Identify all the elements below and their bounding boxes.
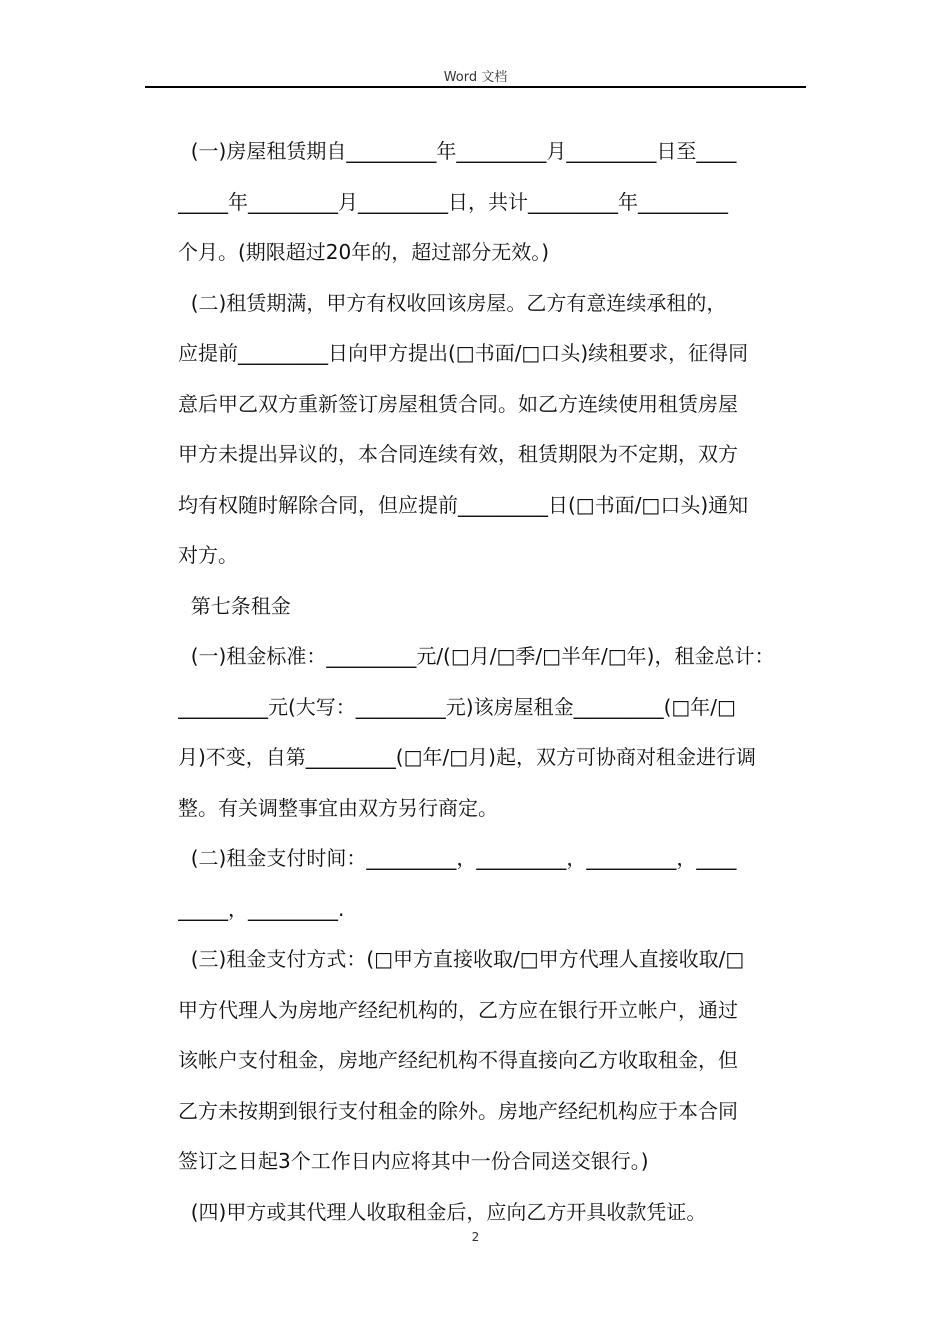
page-number: 2 [471, 1230, 480, 1244]
text-line: 对方。 [178, 543, 238, 567]
text-line: 甲方未提出异议的，本合同连续有效，租赁期限为不定期，双方 [178, 442, 738, 466]
text-line: _____年_________月_________日，共计_________年_________ [178, 189, 728, 214]
text-line: 均有权随时解除合同，但应提前_________日(□书面/□口头)通知 [178, 492, 749, 517]
text-line: (三)租金支付方式：(□甲方直接收取/□甲方代理人直接收取/□ [178, 947, 745, 971]
text-line: (一)租金标准：_________元/(□月/□季/□半年/□年)，租金总计： [178, 644, 775, 668]
text-line: 意后甲乙双方重新签订房屋租赁合同。如乙方连续使用租赁房屋 [178, 391, 738, 416]
page-header: Word 文档 [443, 70, 508, 85]
text-line: 个月。(期限超过20年的，超过部分无效。) [178, 240, 550, 264]
text-line: 乙方未按期到银行支付租金的除外。房地产经纪机构应于本合同 [178, 1098, 738, 1123]
text-line: _________元(大写：_________元)该房屋租金_________(□年/□ [178, 694, 736, 719]
text-line: (一)房屋租赁期自_________年_________月_________日至____ [178, 139, 737, 163]
text-line: 该帐户支付租金，房地产经纪机构不得直接向乙方收取租金，但 [178, 1048, 738, 1072]
text-line: 签订之日起3个工作日内应将其中一份合同送交银行。) [178, 1149, 649, 1173]
text-line: 甲方代理人为房地产经纪机构的，乙方应在银行开立帐户，通过 [178, 997, 738, 1022]
text-line: (四)甲方或其代理人收取租金后，应向乙方开具收款凭证。 [178, 1199, 707, 1224]
text-line: 月)不变，自第_________(□年/□月)起，双方可协商对租金进行调 [178, 745, 756, 769]
document-body [178, 126, 806, 1237]
text-line: _____，_________. [178, 896, 345, 921]
text-line: (二)租赁期满，甲方有权收回该房屋。乙方有意连续承租的， [178, 290, 727, 315]
section-heading: 第七条租金 [178, 593, 291, 618]
text-line: (二)租金支付时间：_________，_________，_________，____ [178, 846, 737, 870]
text-line: 应提前_________日向甲方提出(□书面/□口头)续租要求，征得同 [178, 341, 749, 365]
header-rule [145, 86, 806, 88]
text-line: 整。有关调整事宜由双方另行商定。 [178, 795, 498, 820]
